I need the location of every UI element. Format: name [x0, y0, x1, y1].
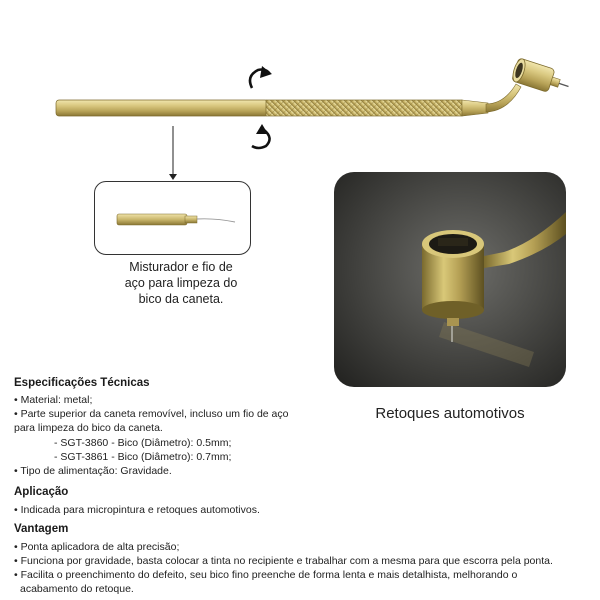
rotate-arrowhead-bottom: [256, 124, 268, 134]
mixer-caption-line: bico da caneta.: [138, 292, 224, 306]
pen-illustration: [0, 0, 600, 160]
photo-caption: Retoques automotivos: [375, 405, 525, 422]
aplicacao-item: • Indicada para micropintura e retoques automotivos.: [14, 504, 260, 516]
vantagem-item-3-line2: acabamento do retoque.: [20, 583, 134, 595]
mixer-caption: [96, 259, 266, 307]
pen-neck: [486, 84, 521, 112]
pointer-line-lower: [165, 160, 181, 182]
specs-heading: Especificações Técnicas: [14, 377, 150, 389]
vantagem-item-3-line1: • Facilita o preenchimento do defeito, seu bico fino preenche de forma lenta e mais detalhista, melhorando o: [14, 569, 518, 581]
mixer-caption-line: Misturador e fio de: [129, 260, 233, 274]
mixer-caption-line: aço para limpeza do: [124, 276, 238, 290]
spec-parte-line1: • Parte superior da caneta removível, incluso um fio de aço: [14, 408, 289, 420]
vantagem-heading: Vantagem: [14, 523, 69, 535]
vantagem-item-2: • Funciona por gravidade, basta colocar a tinta no recipiente e trabalhar com a mesma para que escorra pela ponta.: [14, 555, 553, 567]
mixer-inset-box: [94, 181, 251, 255]
pen-barrel: [56, 100, 268, 116]
rotate-arrowhead-top: [260, 66, 272, 78]
vantagem-item-1: • Ponta aplicadora de alta precisão;: [14, 541, 180, 553]
aplicacao-heading: Aplicação: [14, 486, 69, 498]
spec-sgt3860: - SGT-3860 - Bico (Diâmetro): 0.5mm;: [54, 437, 232, 449]
spec-sgt3861: - SGT-3861 - Bico (Diâmetro): 0.7mm;: [54, 451, 232, 463]
spec-material: • Material: metal;: [14, 394, 93, 406]
spec-alimentacao: • Tipo de alimentação: Gravidade.: [14, 465, 172, 477]
mixer-wire-illustration: [95, 182, 250, 254]
pen-cup: [511, 57, 573, 97]
product-photo: [334, 172, 566, 387]
spec-parte-line2: para limpeza do bico da caneta.: [14, 422, 163, 434]
